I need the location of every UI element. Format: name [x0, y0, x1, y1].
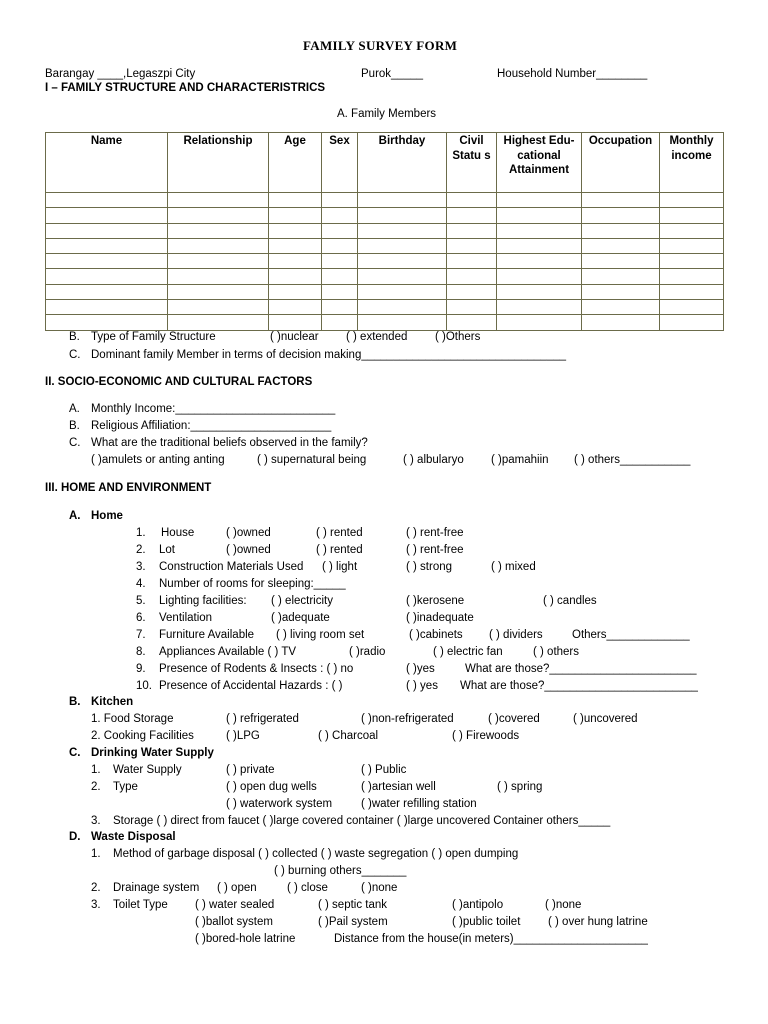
- garbage-disposal-row[interactable]: Method of garbage disposal ( ) collected ( ) waste segregation ( ) open dumping: [113, 848, 519, 860]
- table-cell[interactable]: [269, 193, 322, 208]
- table-cell[interactable]: [269, 223, 322, 238]
- toilet-over-hung-option[interactable]: ( ) over hung latrine: [548, 916, 648, 928]
- table-cell[interactable]: [168, 238, 269, 253]
- table-cell[interactable]: [168, 254, 269, 269]
- furniture-label: Furniture Available: [159, 629, 255, 641]
- section-3-heading: III. HOME AND ENVIRONMENT: [45, 482, 212, 494]
- item-number: 9.: [136, 663, 146, 675]
- table-cell[interactable]: [447, 223, 497, 238]
- page-title: FAMILY SURVEY FORM: [303, 38, 458, 53]
- table-cell[interactable]: [497, 284, 582, 299]
- ventilation-inadequate-option[interactable]: ( )inadequate: [406, 612, 474, 624]
- drainage-none-option[interactable]: ( )none: [361, 882, 398, 894]
- toilet-pail-option[interactable]: ( )Pail system: [318, 916, 388, 928]
- column-header-civil-status: Civil Statu s: [447, 133, 497, 193]
- table-cell[interactable]: [582, 284, 660, 299]
- item-b-letter: B.: [69, 420, 80, 432]
- waste-disposal-heading: Waste Disposal: [91, 831, 176, 843]
- lighting-kerosene-option[interactable]: ( )kerosene: [406, 595, 465, 607]
- family-members-heading: A. Family Members: [337, 108, 437, 120]
- table-cell[interactable]: [46, 193, 168, 208]
- table-cell[interactable]: [582, 193, 660, 208]
- furniture-cabinets-option[interactable]: ( )cabinets: [409, 629, 463, 641]
- item-number: 2.: [91, 882, 101, 894]
- appliances-radio-option[interactable]: ( )radio: [349, 646, 386, 658]
- table-cell[interactable]: [322, 238, 358, 253]
- traditional-beliefs-question: What are the traditional beliefs observed in the family?: [91, 437, 368, 449]
- item-number: 8.: [136, 646, 146, 658]
- table-cell[interactable]: [447, 300, 497, 315]
- table-cell[interactable]: [322, 315, 358, 330]
- table-row: [46, 300, 724, 315]
- table-cell[interactable]: [46, 284, 168, 299]
- rodents-what-field[interactable]: What are those?_______________________: [465, 663, 697, 675]
- water-private-option[interactable]: ( ) private: [226, 764, 275, 776]
- barangay-field[interactable]: Barangay ____,Legaszpi City: [45, 68, 196, 80]
- table-cell[interactable]: [447, 254, 497, 269]
- toilet-water-sealed-option[interactable]: ( ) water sealed: [195, 899, 275, 911]
- table-cell[interactable]: [168, 223, 269, 238]
- construction-light-option[interactable]: ( ) light: [322, 561, 358, 573]
- item-number: 4.: [136, 578, 146, 590]
- lighting-label: Lighting facilities:: [159, 595, 247, 607]
- table-cell[interactable]: [46, 254, 168, 269]
- table-body: [46, 193, 724, 331]
- table-cell[interactable]: [269, 284, 322, 299]
- table-cell[interactable]: [582, 300, 660, 315]
- drainage-close-option[interactable]: ( ) close: [287, 882, 328, 894]
- construction-strong-option[interactable]: ( ) strong: [406, 561, 453, 573]
- table-cell[interactable]: [322, 208, 358, 223]
- water-public-option[interactable]: ( ) Public: [361, 764, 407, 776]
- refrigerated-option[interactable]: ( ) refrigerated: [226, 713, 299, 725]
- table-cell[interactable]: [660, 238, 724, 253]
- toilet-type-label: Toilet Type: [113, 899, 168, 911]
- house-owned-option[interactable]: ( )owned: [226, 527, 271, 539]
- toilet-bored-hole-option[interactable]: ( )bored-hole latrine: [195, 933, 296, 945]
- table-cell[interactable]: [269, 269, 322, 284]
- appliances-fan-option[interactable]: ( ) electric fan: [433, 646, 503, 658]
- item-number: 3.: [91, 815, 101, 827]
- home-heading: Home: [91, 510, 123, 522]
- column-header-age: Age: [269, 133, 322, 193]
- table-cell[interactable]: [497, 208, 582, 223]
- table-row: [46, 284, 724, 299]
- spring-option[interactable]: ( ) spring: [497, 781, 543, 793]
- table-cell[interactable]: [322, 300, 358, 315]
- table-cell[interactable]: [447, 284, 497, 299]
- table-cell[interactable]: [582, 269, 660, 284]
- religious-affiliation-field[interactable]: Religious Affiliation:______________________: [91, 420, 332, 432]
- table-cell[interactable]: [46, 223, 168, 238]
- water-storage-row[interactable]: Storage ( ) direct from faucet ( )large covered container ( )large uncovered Container others_____: [113, 815, 611, 827]
- option-amulets[interactable]: ( )amulets or anting anting: [91, 454, 225, 466]
- drainage-label: Drainage system: [113, 882, 200, 894]
- lot-label: Lot: [159, 544, 175, 556]
- item-b-letter: B.: [69, 331, 80, 343]
- distance-field[interactable]: Distance from the house(in meters)_____________________: [334, 933, 648, 945]
- charcoal-option[interactable]: ( ) Charcoal: [318, 730, 379, 742]
- hazards-label: Presence of Accidental Hazards : ( ): [159, 680, 343, 692]
- water-type-label: Type: [113, 781, 138, 793]
- table-cell[interactable]: [497, 193, 582, 208]
- option-others[interactable]: ( ) others___________: [574, 454, 691, 466]
- table-cell[interactable]: [497, 300, 582, 315]
- table-cell[interactable]: [168, 315, 269, 330]
- table-cell[interactable]: [582, 254, 660, 269]
- table-cell[interactable]: [46, 238, 168, 253]
- lot-rent-free-option[interactable]: ( ) rent-free: [406, 544, 464, 556]
- table-cell[interactable]: [660, 223, 724, 238]
- table-header-row: [46, 133, 724, 193]
- covered-option[interactable]: ( )covered: [488, 713, 540, 725]
- lighting-candles-option[interactable]: ( ) candles: [543, 595, 597, 607]
- furniture-dividers-option[interactable]: ( ) dividers: [489, 629, 543, 641]
- item-c-letter: C.: [69, 747, 81, 759]
- item-a-letter: A.: [69, 510, 81, 522]
- item-number: 1.: [91, 848, 101, 860]
- table-cell[interactable]: [46, 315, 168, 330]
- table-cell[interactable]: [168, 193, 269, 208]
- column-header-name: Name: [46, 133, 168, 193]
- item-c-letter: C.: [69, 437, 81, 449]
- item-d-letter: D.: [69, 831, 81, 843]
- construction-label: Construction Materials Used: [159, 561, 304, 573]
- option-supernatural[interactable]: ( ) supernatural being: [257, 454, 367, 466]
- appliances-label: Appliances Available ( ) TV: [159, 646, 297, 658]
- option-pamahiin[interactable]: ( )pamahiin: [491, 454, 549, 466]
- furniture-others-field[interactable]: Others_____________: [572, 629, 690, 641]
- rooms-field[interactable]: Number of rooms for sleeping:_____: [159, 578, 346, 590]
- toilet-public-option[interactable]: ( )public toilet: [452, 916, 521, 928]
- table-cell[interactable]: [660, 208, 724, 223]
- table-cell[interactable]: [46, 269, 168, 284]
- table-cell[interactable]: [269, 208, 322, 223]
- appliances-others-option[interactable]: ( ) others: [533, 646, 580, 658]
- table-cell[interactable]: [582, 315, 660, 330]
- table-cell[interactable]: [269, 315, 322, 330]
- table-cell[interactable]: [660, 193, 724, 208]
- table-row: [46, 269, 724, 284]
- garbage-burning-row[interactable]: ( ) burning others_______: [274, 865, 407, 877]
- table-cell[interactable]: [660, 269, 724, 284]
- table-cell[interactable]: [168, 269, 269, 284]
- column-header-monthly-income: Monthly income: [660, 133, 724, 193]
- column-header-education: Highest Edu- cational Attainment: [497, 133, 582, 193]
- water-supply-heading: Drinking Water Supply: [91, 747, 214, 759]
- drainage-open-option[interactable]: ( ) open: [217, 882, 257, 894]
- table-cell[interactable]: [447, 193, 497, 208]
- table-cell[interactable]: [497, 269, 582, 284]
- table-cell[interactable]: [322, 284, 358, 299]
- table-cell[interactable]: [447, 315, 497, 330]
- table-cell[interactable]: [168, 208, 269, 223]
- purok-field[interactable]: Purok_____: [361, 68, 424, 80]
- table-cell[interactable]: [447, 269, 497, 284]
- kitchen-heading: Kitchen: [91, 696, 134, 708]
- table-cell[interactable]: [269, 254, 322, 269]
- refilling-station-option[interactable]: ( )water refilling station: [361, 798, 477, 810]
- ventilation-adequate-option[interactable]: ( )adequate: [271, 612, 330, 624]
- table-cell[interactable]: [358, 193, 447, 208]
- table-cell[interactable]: [269, 300, 322, 315]
- family-structure-label: Type of Family Structure: [91, 331, 216, 343]
- family-members-table: [45, 132, 724, 331]
- option-albularyo[interactable]: ( ) albularyo: [403, 454, 464, 466]
- item-number: 10.: [136, 680, 152, 692]
- firewoods-option[interactable]: ( ) Firewoods: [452, 730, 520, 742]
- rodents-label: Presence of Rodents & Insects : ( ) no: [159, 663, 354, 675]
- section-1-heading: I – FAMILY STRUCTURE AND CHARACTERISTRICS: [45, 82, 326, 94]
- table-cell[interactable]: [358, 208, 447, 223]
- furniture-living-room-option[interactable]: ( ) living room set: [276, 629, 365, 641]
- toilet-ballot-option[interactable]: ( )ballot system: [195, 916, 273, 928]
- table-cell[interactable]: [322, 223, 358, 238]
- table-cell[interactable]: [497, 315, 582, 330]
- column-header-occupation: Occupation: [582, 133, 660, 193]
- table-cell[interactable]: [660, 315, 724, 330]
- waterwork-option[interactable]: ( ) waterwork system: [226, 798, 333, 810]
- table-cell[interactable]: [358, 269, 447, 284]
- non-refrigerated-option[interactable]: ( )non-refrigerated: [361, 713, 454, 725]
- cooking-label: 2. Cooking Facilities: [91, 730, 194, 742]
- item-number: 1.: [91, 764, 101, 776]
- option-others[interactable]: ( )Others: [435, 331, 481, 343]
- item-number: 7.: [136, 629, 146, 641]
- table-row: [46, 193, 724, 208]
- item-number: 3.: [91, 899, 101, 911]
- table-cell[interactable]: [660, 254, 724, 269]
- table-cell[interactable]: [660, 300, 724, 315]
- table-cell[interactable]: [582, 223, 660, 238]
- option-nuclear[interactable]: ( )nuclear: [270, 331, 319, 343]
- house-label: House: [161, 527, 195, 539]
- item-a-letter: A.: [69, 403, 80, 415]
- house-rented-option[interactable]: ( ) rented: [316, 527, 363, 539]
- artesian-well-option[interactable]: ( )artesian well: [361, 781, 436, 793]
- toilet-none-option[interactable]: ( )none: [545, 899, 582, 911]
- item-number: 1.: [136, 527, 146, 539]
- table-cell[interactable]: [358, 238, 447, 253]
- item-number: 6.: [136, 612, 146, 624]
- hazards-what-field[interactable]: What are those?________________________: [460, 680, 698, 692]
- table-cell[interactable]: [322, 269, 358, 284]
- table-row: [46, 238, 724, 253]
- table-cell[interactable]: [358, 254, 447, 269]
- lpg-option[interactable]: ( )LPG: [226, 730, 260, 742]
- table-row: [46, 208, 724, 223]
- item-number: 2.: [91, 781, 101, 793]
- table-cell[interactable]: [358, 223, 447, 238]
- toilet-septic-tank-option[interactable]: ( ) septic tank: [318, 899, 388, 911]
- monthly-income-field[interactable]: Monthly Income:_________________________: [91, 403, 336, 415]
- lot-owned-option[interactable]: ( )owned: [226, 544, 271, 556]
- column-header-birthday: Birthday: [358, 133, 447, 193]
- dominant-member-field[interactable]: Dominant family Member in terms of decision making________________________________: [91, 349, 567, 361]
- option-extended[interactable]: ( ) extended: [346, 331, 408, 343]
- table-cell[interactable]: [322, 254, 358, 269]
- section-2-heading: II. SOCIO-ECONOMIC AND CULTURAL FACTORS: [45, 376, 313, 388]
- uncovered-option[interactable]: ( )uncovered: [573, 713, 638, 725]
- open-dug-wells-option[interactable]: ( ) open dug wells: [226, 781, 317, 793]
- table-cell[interactable]: [447, 208, 497, 223]
- item-number: 3.: [136, 561, 146, 573]
- ventilation-label: Ventilation: [159, 612, 213, 624]
- table-cell[interactable]: [582, 238, 660, 253]
- table-cell[interactable]: [582, 208, 660, 223]
- table-cell[interactable]: [358, 284, 447, 299]
- lighting-electricity-option[interactable]: ( ) electricity: [271, 595, 333, 607]
- column-header-sex: Sex: [322, 133, 358, 193]
- table-cell[interactable]: [358, 300, 447, 315]
- water-supply-label: Water Supply: [113, 764, 182, 776]
- table-row: [46, 254, 724, 269]
- table-cell[interactable]: [497, 223, 582, 238]
- table-cell[interactable]: [497, 254, 582, 269]
- table-cell[interactable]: [497, 238, 582, 253]
- table-cell[interactable]: [447, 238, 497, 253]
- table-cell[interactable]: [660, 284, 724, 299]
- table-row: [46, 223, 724, 238]
- table-cell[interactable]: [358, 315, 447, 330]
- item-number: 5.: [136, 595, 146, 607]
- lot-rented-option[interactable]: ( ) rented: [316, 544, 363, 556]
- table-cell[interactable]: [168, 300, 269, 315]
- house-rent-free-option[interactable]: ( ) rent-free: [406, 527, 464, 539]
- table-row: [46, 315, 724, 330]
- toilet-antipolo-option[interactable]: ( )antipolo: [452, 899, 504, 911]
- hazards-yes-option[interactable]: ( ) yes: [406, 680, 438, 692]
- construction-mixed-option[interactable]: ( ) mixed: [491, 561, 536, 573]
- item-number: 2.: [136, 544, 146, 556]
- food-storage-label: 1. Food Storage: [91, 713, 174, 725]
- table-cell[interactable]: [269, 238, 322, 253]
- table-cell[interactable]: [46, 208, 168, 223]
- item-c-letter: C.: [69, 349, 81, 361]
- household-number-field[interactable]: Household Number________: [497, 68, 648, 80]
- table-cell[interactable]: [168, 284, 269, 299]
- column-header-relationship: Relationship: [168, 133, 269, 193]
- table-cell[interactable]: [46, 300, 168, 315]
- rodents-yes-option[interactable]: ( )yes: [406, 663, 435, 675]
- table-cell[interactable]: [322, 193, 358, 208]
- item-b-letter: B.: [69, 696, 81, 708]
